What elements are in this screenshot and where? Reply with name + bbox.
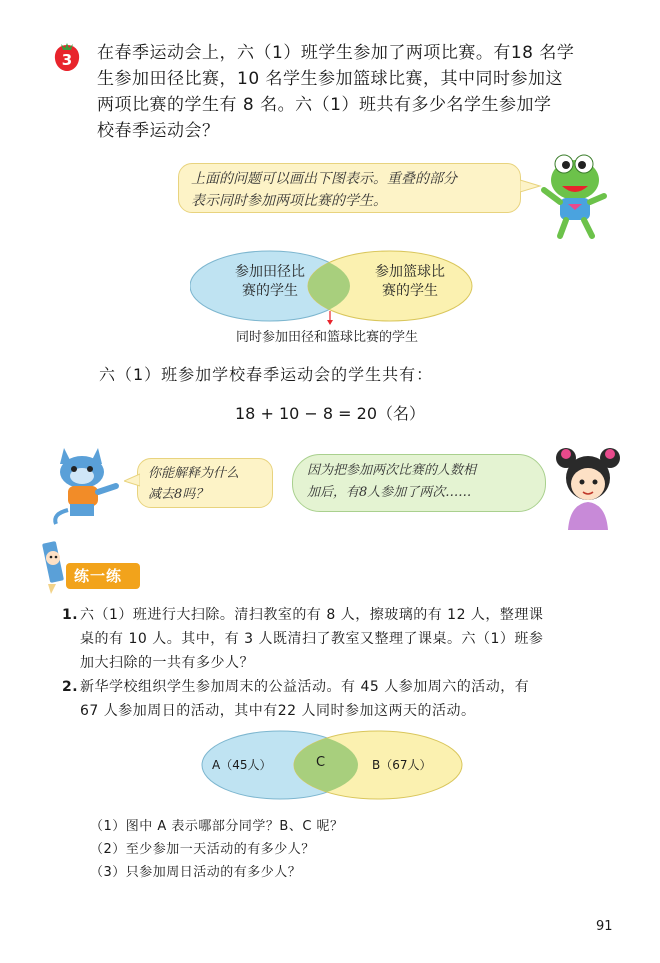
practice-question-1	[62, 603, 620, 675]
question-text: 桌的有 10 人。其中，有 3 人既清扫了教室又整理了课桌。六（1）班参	[80, 631, 544, 647]
cat-bubble-line: 你能解释为什么	[148, 466, 240, 481]
cat-bubble-tail	[124, 472, 140, 490]
girl-cloud-line: 加后，有8人参加了两次……	[307, 485, 472, 500]
problem-line: 在春季运动会上，六（1）班学生参加了两项比赛。有18 名学	[97, 43, 575, 63]
formula: 18 + 10 − 8 = 20（名）	[235, 404, 425, 423]
problem-number-badge	[52, 42, 82, 72]
question-text: 新华学校组织学生参加周末的公益活动。有 45 人参加周六的活动，有	[80, 679, 530, 695]
problem-line: 生参加田径比赛，10 名学生参加篮球比赛，其中同时参加这	[97, 69, 564, 89]
venn-c-label: C	[316, 755, 326, 770]
venn-right-label	[362, 263, 458, 301]
question-number: 2.	[62, 679, 79, 695]
girl-thought-cloud	[292, 454, 546, 512]
frog-bubble-tail	[520, 176, 542, 196]
frog-bubble-line: 上面的问题可以画出下图表示。重叠的部分	[191, 171, 457, 187]
cat-speech-bubble	[137, 458, 273, 508]
venn-right-label-line: 赛的学生	[382, 283, 438, 299]
venn-left-label	[222, 263, 318, 301]
subquestion: （3）只参加周日活动的有多少人？	[90, 865, 302, 880]
subquestion: （1）图中 A 表示哪部分同学？B、C 呢？	[90, 819, 344, 834]
cat-character-icon	[46, 442, 126, 526]
girl-character-icon	[552, 440, 624, 530]
question-text: 加大扫除的一共有多少人？	[80, 655, 254, 671]
subquestion: （2）至少参加一天活动的有多少人？	[90, 842, 315, 857]
venn-left-label-line: 参加田径比	[235, 264, 305, 280]
pencil-mascot-icon	[36, 538, 70, 596]
venn-overlap-caption: 同时参加田径和篮球比赛的学生	[236, 330, 419, 345]
venn-b-label: B（67人）	[372, 758, 432, 772]
frog-speech-bubble	[178, 163, 521, 213]
question-text: 六（1）班进行大扫除。清扫教室的有 8 人，擦玻璃的有 12 人，整理课	[80, 607, 544, 623]
summary-text: 六（1）班参加学校春季运动会的学生共有：	[99, 365, 434, 384]
venn-right-label-line: 参加篮球比	[375, 264, 445, 280]
cat-bubble-line: 减去8吗？	[148, 487, 209, 502]
page-number: 91	[596, 919, 613, 934]
problem-number: 3	[61, 51, 73, 69]
practice-banner: 练一练	[66, 563, 140, 589]
venn-a-label: A（45人）	[212, 758, 272, 772]
girl-cloud-line: 因为把参加两次比赛的人数相	[307, 463, 477, 478]
problem-line: 两项比赛的学生有 8 名。六（1）班共有多少名学生参加学	[97, 95, 552, 115]
practice-question-2	[62, 675, 620, 723]
question-text: 67 人参加周日的活动，其中有22 人同时参加这两天的活动。	[80, 703, 476, 719]
frog-character-icon	[540, 150, 610, 240]
problem-line: 校春季运动会？	[97, 121, 220, 141]
question-number: 1.	[62, 607, 79, 623]
frog-bubble-line: 表示同时参加两项比赛的学生。	[191, 193, 387, 209]
venn-left-label-line: 赛的学生	[242, 283, 298, 299]
problem-text	[97, 40, 617, 144]
